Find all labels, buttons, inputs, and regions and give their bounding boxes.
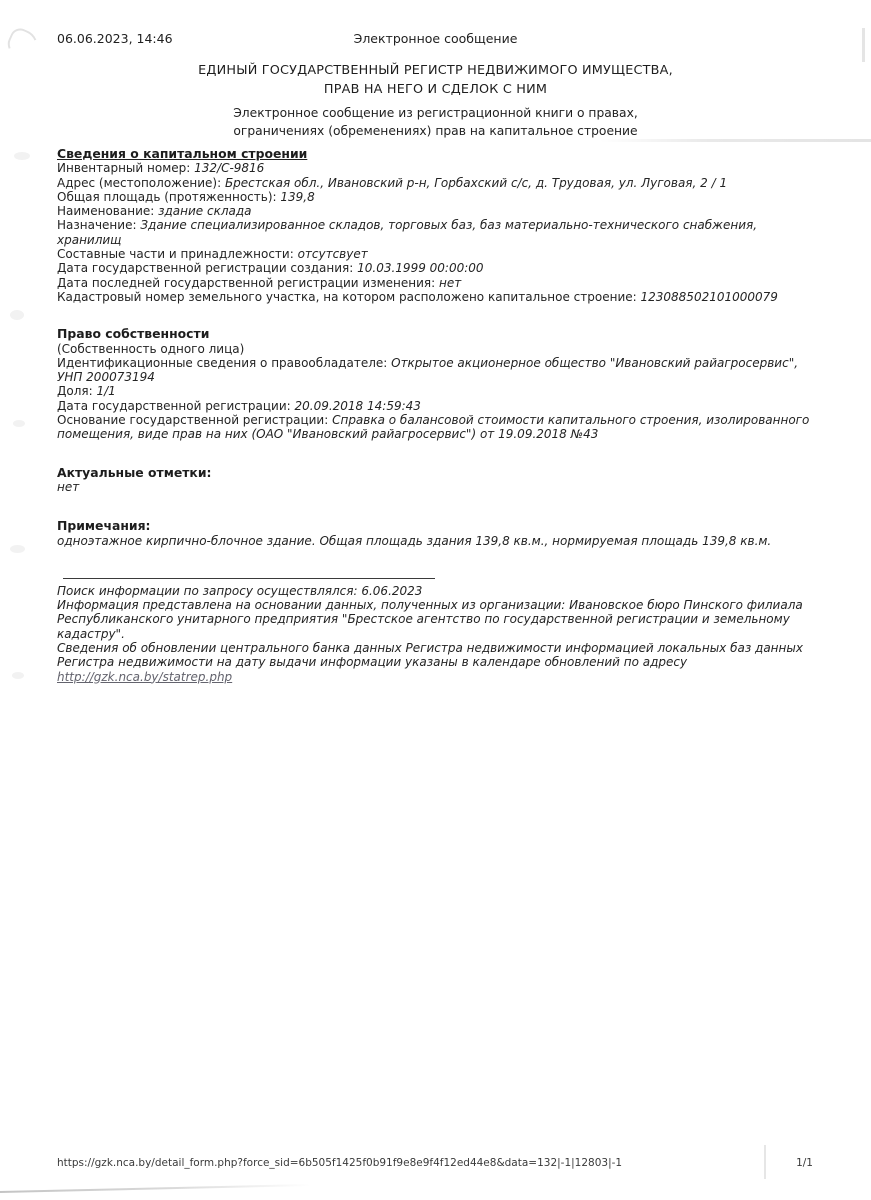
- field-line: [57, 413, 819, 442]
- print-date: 06.06.2023, 14:46: [57, 31, 173, 46]
- field-label: Основание государственной регистрации:: [57, 413, 333, 428]
- scan-artifact-smudge: [14, 152, 30, 160]
- field-line: [57, 218, 819, 247]
- ownership-subheading: (Собственность одного лица): [57, 341, 245, 356]
- field-label: Составные части и принадлежности:: [57, 247, 298, 262]
- field-value: 20.09.2018 14:59:43: [294, 398, 421, 413]
- field-line: [57, 247, 819, 261]
- field-label: Общая площадь (протяженность):: [57, 189, 281, 204]
- separator-line: [63, 578, 435, 579]
- scan-artifact-smudge: [10, 310, 24, 320]
- section-ownership: [57, 327, 819, 441]
- document-body: [57, 147, 819, 684]
- document-title: [0, 62, 871, 99]
- field-value: Справка о балансовой стоимости капитального строения, изолированного помещения, виде прав на них (ОАО "Ивановский райагросервис") от 19.09.2018 №43: [57, 413, 810, 442]
- field-line: [57, 261, 819, 275]
- footer-page-number: 1/1: [796, 1157, 813, 1169]
- field-line: [57, 384, 819, 398]
- field-value: здание склада: [158, 204, 252, 219]
- field-line: [57, 276, 819, 290]
- print-header-title: Электронное сообщение: [353, 31, 518, 46]
- field-label: Дата последней государственной регистрации изменения:: [57, 275, 439, 290]
- scan-artifact-smudge: [13, 420, 25, 427]
- field-value: Открытое акционерное общество "Ивановский райагросервис", УНП 200073194: [57, 355, 799, 385]
- field-label: Идентификационные сведения о правообладателе:: [57, 355, 392, 370]
- document-subtitle: [0, 104, 871, 140]
- field-label: Дата государственной регистрации:: [57, 398, 295, 413]
- info-paragraph: Поиск информации по запросу осуществлялся: 6.06.2023: [57, 583, 423, 598]
- field-value: нет: [438, 275, 462, 290]
- section-marks: [57, 466, 819, 495]
- field-label: Адрес (местоположение):: [57, 175, 225, 190]
- document-title-line2: ПРАВ НА НЕГО И СДЕЛОК С НИМ: [323, 81, 548, 97]
- field-line: [57, 190, 819, 204]
- document-title-line1: ЕДИНЫЙ ГОСУДАРСТВЕННЫЙ РЕГИСТР НЕДВИЖИМОГО ИМУЩЕСТВА,: [198, 63, 673, 78]
- section-notes: [57, 519, 819, 548]
- scan-artifact-smudge: [12, 672, 24, 679]
- section-heading-notes: Примечания:: [57, 518, 151, 534]
- field-value: отсутсвует: [297, 247, 368, 262]
- field-value: 139,8: [280, 189, 315, 204]
- field-value: 10.03.1999 00:00:00: [357, 261, 484, 276]
- building-fields: [57, 161, 819, 304]
- field-value: 123088502101000079: [640, 289, 778, 304]
- statrep-link[interactable]: http://gzk.nca.by/statrep.php: [57, 669, 233, 684]
- field-line: [57, 204, 819, 218]
- field-label: Дата государственной регистрации создания:: [57, 261, 358, 276]
- section-heading-building: Сведения о капитальном строении: [57, 146, 308, 161]
- field-value: Брестская обл., Ивановский р-н, Горбахский с/с, д. Трудовая, ул. Луговая, 2 / 1: [224, 175, 728, 190]
- notes-value: одноэтажное кирпично-блочное здание. Общая площадь здания 139,8 кв.м., нормируемая площадь 139,8 кв.м.: [57, 533, 772, 548]
- info-paragraph: Сведения об обновлении центрального банка данных Регистра недвижимости информацией локальных баз данных Регистра недвижимости на дату выдачи информации указаны в календаре обновлений по адресу: [57, 641, 803, 670]
- document-subtitle-line2: ограничениях (обременениях) прав на капитальное строение: [233, 124, 638, 138]
- field-label: Назначение:: [57, 218, 141, 233]
- field-value: 132/С-9816: [194, 161, 265, 176]
- section-heading-ownership: Право собственности: [57, 326, 210, 342]
- document-subtitle-line1: Электронное сообщение из регистрационной книги о правах,: [233, 106, 638, 120]
- field-line: [57, 356, 819, 385]
- scan-artifact-streak: [764, 1145, 766, 1179]
- field-label: Доля:: [57, 384, 97, 399]
- field-line: [57, 399, 819, 413]
- scan-artifact-smudge: [10, 545, 25, 553]
- info-paragraph: Информация представлена на основании данных, полученных из организации: Ивановское бюро Пинского филиала Республиканского унитарного предприятия "Брестское агентство по государственной регистрации и земельному кадастру".: [57, 598, 803, 641]
- scan-artifact-bottom-arc: [0, 1184, 310, 1193]
- field-label: Наименование:: [57, 204, 159, 219]
- field-label: Инвентарный номер:: [57, 161, 195, 176]
- footer-url: https://gzk.nca.by/detail_form.php?force_sid=6b505f1425f0b91f9e8e9f4f12ed44e8&data=132|-1|12803|-1: [57, 1157, 623, 1169]
- field-value: 1/1: [96, 384, 116, 399]
- field-line: [57, 290, 819, 304]
- field-line: [57, 161, 819, 175]
- ownership-fields: [57, 356, 819, 442]
- section-info: [57, 578, 819, 684]
- field-value: Здание специализированное складов, торговых баз, баз материально-технического снабжения, хранилищ: [57, 218, 758, 247]
- field-line: [57, 176, 819, 190]
- marks-value: нет: [57, 479, 80, 494]
- section-heading-marks: Актуальные отметки:: [57, 464, 212, 480]
- info-paragraphs: [57, 584, 819, 670]
- field-label: Кадастровый номер земельного участка, на котором расположено капитальное строение:: [57, 289, 641, 304]
